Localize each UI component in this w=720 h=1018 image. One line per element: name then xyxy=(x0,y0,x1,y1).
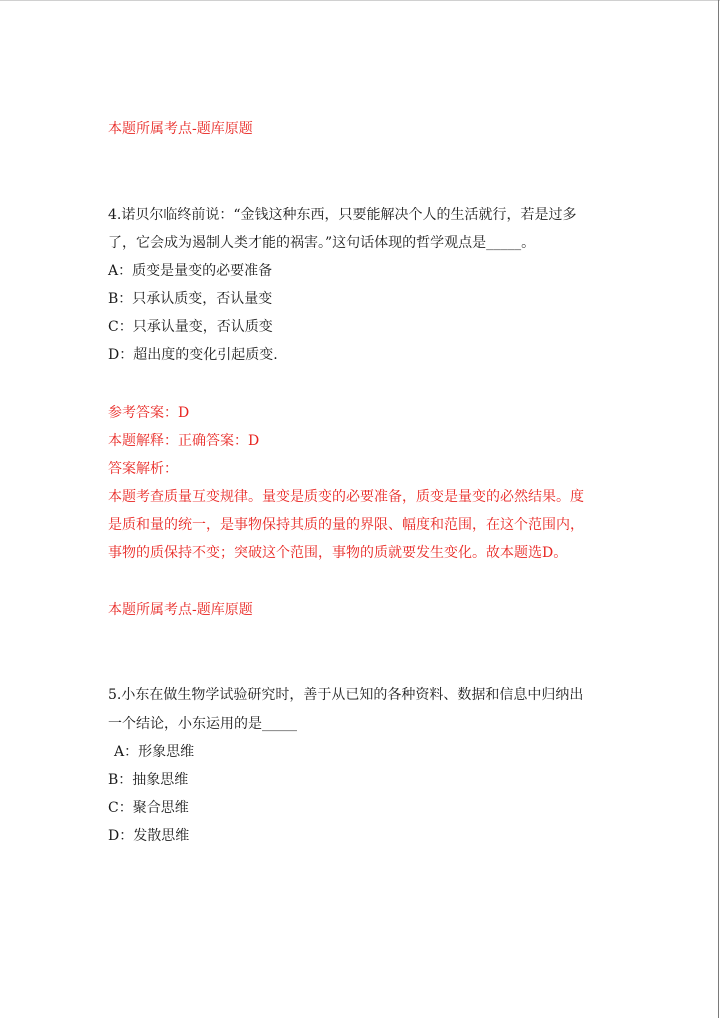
q4-analysis-line-2: 是质和量的统一，是事物保持其质的量的界限、幅度和范围，在这个范围内， xyxy=(108,517,584,533)
q5-option-d: D：发散思维 xyxy=(108,828,190,844)
q4-stem-line-2: 了，它会成为遏制人类才能的祸害。”这句话体现的哲学观点是_____。 xyxy=(108,235,536,251)
source-label-q4: 本题所属考点-题库原题 xyxy=(108,602,253,618)
q5-option-b: B：抽象思维 xyxy=(108,772,189,788)
q4-analysis-line-3: 事物的质保持不变；突破这个范围，事物的质就要发生变化。故本题选D。 xyxy=(108,545,568,561)
q4-reference-answer: 参考答案：D xyxy=(108,405,190,421)
q5-option-c: C：聚合思维 xyxy=(108,800,189,816)
q4-analysis-line-1: 本题考查质量互变规律。量变是质变的必要准备，质变是量变的必然结果。度 xyxy=(108,489,584,505)
q4-option-b: B：只承认质变，否认量变 xyxy=(108,291,273,307)
q4-analysis-title: 答案解析： xyxy=(108,461,178,477)
q4-stem-line-1: 4.诺贝尔临终前说：“金钱这种东西，只要能解决个人的生活就行，若是过多 xyxy=(108,207,577,223)
q4-option-d: D：超出度的变化引起质变. xyxy=(108,347,278,363)
q5-stem-line-1: 5.小东在做生物学试验研究时，善于从已知的各种资料、数据和信息中归纳出 xyxy=(108,687,584,703)
q4-option-a: A：质变是量变的必要准备 xyxy=(108,263,273,279)
page-top-edge xyxy=(0,0,720,1)
q5-stem-line-2: 一个结论，小东运用的是_____ xyxy=(108,716,297,732)
source-label-top: 本题所属考点-题库原题 xyxy=(108,121,253,137)
page-right-edge xyxy=(718,0,719,1018)
q4-explanation-answer: 本题解释：正确答案：D xyxy=(108,433,260,449)
q4-option-c: C：只承认量变，否认质变 xyxy=(108,319,273,335)
q5-option-a: A：形象思维 xyxy=(114,744,195,760)
